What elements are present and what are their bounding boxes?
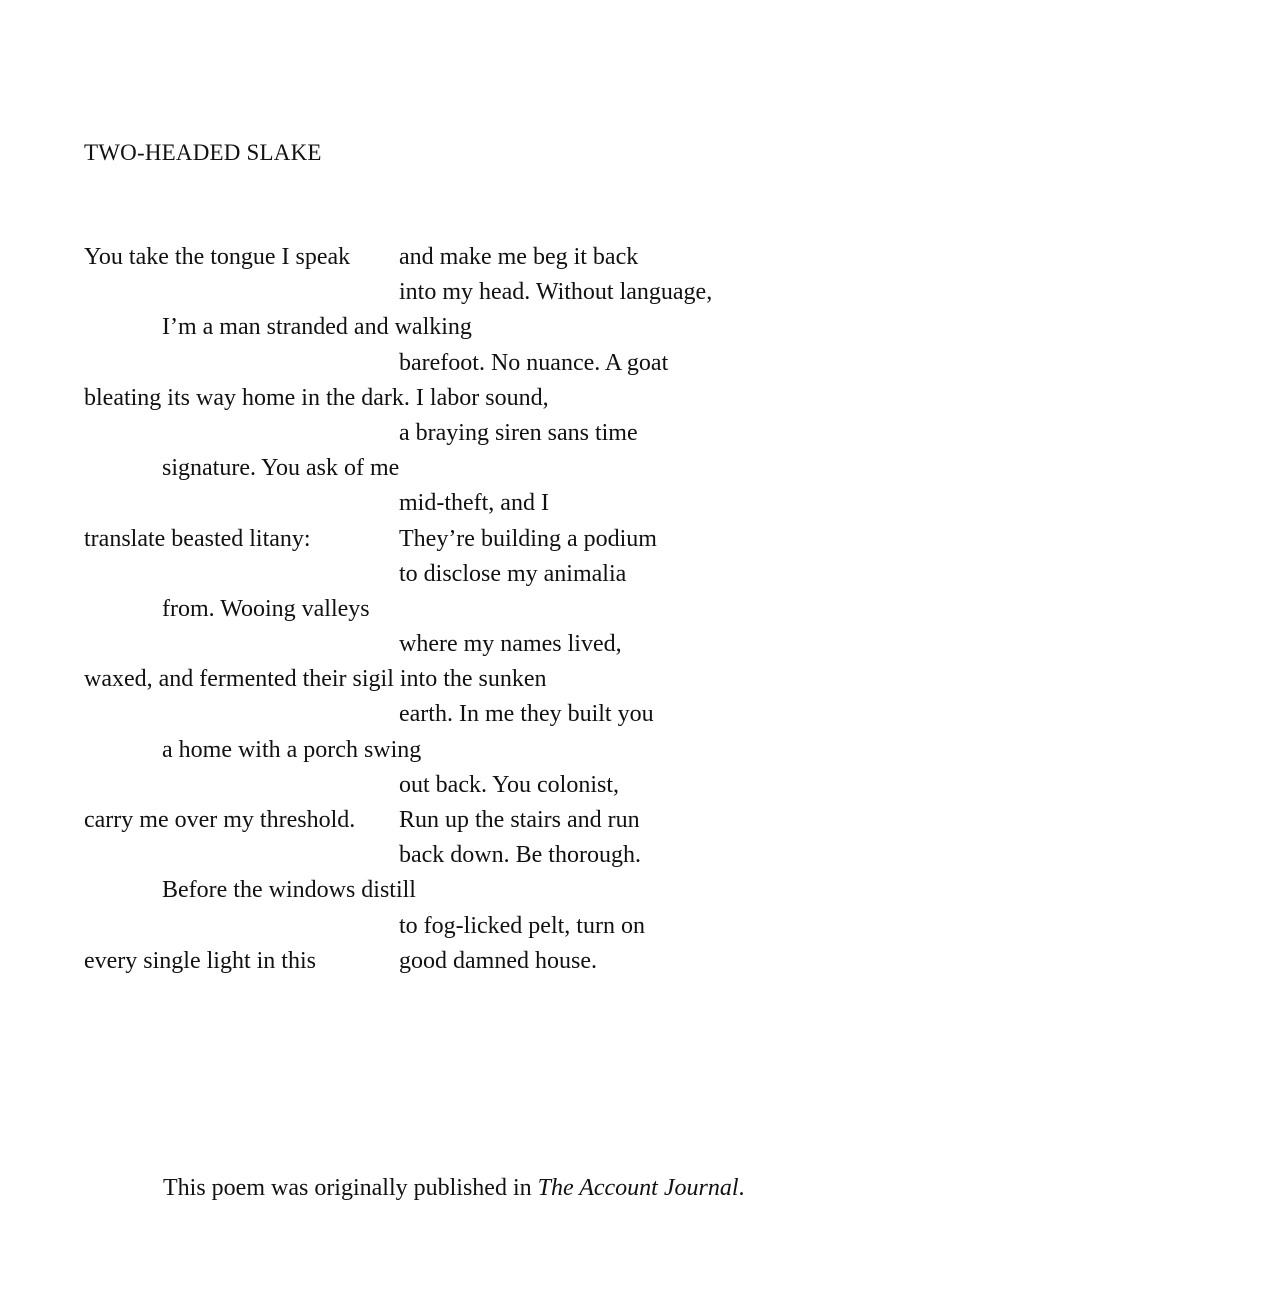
poem-line-right: Run up the stairs and run [399,807,640,833]
poem-line-left: bleating its way home in the dark. I labor sound, [84,384,549,411]
poem-line-indent: a home with a porch swing [162,736,422,763]
poem-line-right: mid-theft, and I [399,490,549,517]
poem-line [84,310,984,345]
poem-title: TWO-HEADED SLAKE [84,140,322,165]
poem-line-right: to disclose my animalia [399,560,627,587]
poem-line [84,486,984,521]
credit-prefix: This poem was originally published in [163,1175,538,1201]
poem-line [84,873,984,908]
poem-line [84,557,984,592]
poem-line-left: You take the tongue I speak [84,244,351,270]
poem-line [84,522,984,557]
poem-line [84,592,984,627]
poem-line-left: every single light in this [84,947,316,974]
credit-suffix: . [738,1175,745,1201]
poem-line-left: carry me over my threshold. [84,807,356,833]
poem-line [84,662,984,697]
poem-line [84,768,984,803]
poem-line-left: waxed, and fermented their sigil into the sunken [84,666,547,693]
poem-line [84,838,984,873]
poem-line-indent: I’m a man stranded and walking [162,314,472,341]
poem-line [84,381,984,416]
poem-line-right: a braying siren sans time [399,419,638,446]
poem-line-right: They’re building a podium [399,525,657,552]
poem-line [84,346,984,381]
poem-line-right: back down. Be thorough. [399,842,641,869]
poem-line [84,275,984,310]
journal-name: The Account Journal [537,1175,739,1201]
poem-line [84,416,984,451]
poem-line [84,733,984,768]
publication-credit [163,1175,744,1202]
poem-line [84,240,984,275]
poem-line-indent: Before the windows distill [162,877,416,904]
poem-line-indent: signature. You ask of me [162,455,400,482]
poem-line [84,451,984,486]
poem-line-right: out back. You colonist, [399,771,620,798]
poem-line [84,697,984,732]
poem-line [84,944,984,979]
poem-line-right: to fog-licked pelt, turn on [399,912,645,939]
poem-line-indent: from. Wooing valleys [162,595,370,622]
poem-line [84,803,984,838]
poem-line-right: good damned house. [399,947,597,974]
poem-line [84,909,984,944]
poem-line [84,627,984,662]
poem-line-right: into my head. Without language, [399,279,713,306]
poem-line-right: where my names lived, [399,631,622,658]
poem-line-right: and make me beg it back [399,244,639,270]
poem-line-right: earth. In me they built you [399,701,654,728]
poem-line-left: translate beasted litany: [84,525,311,552]
poem-line-right: barefoot. No nuance. A goat [399,349,669,376]
poem-body [84,240,984,979]
